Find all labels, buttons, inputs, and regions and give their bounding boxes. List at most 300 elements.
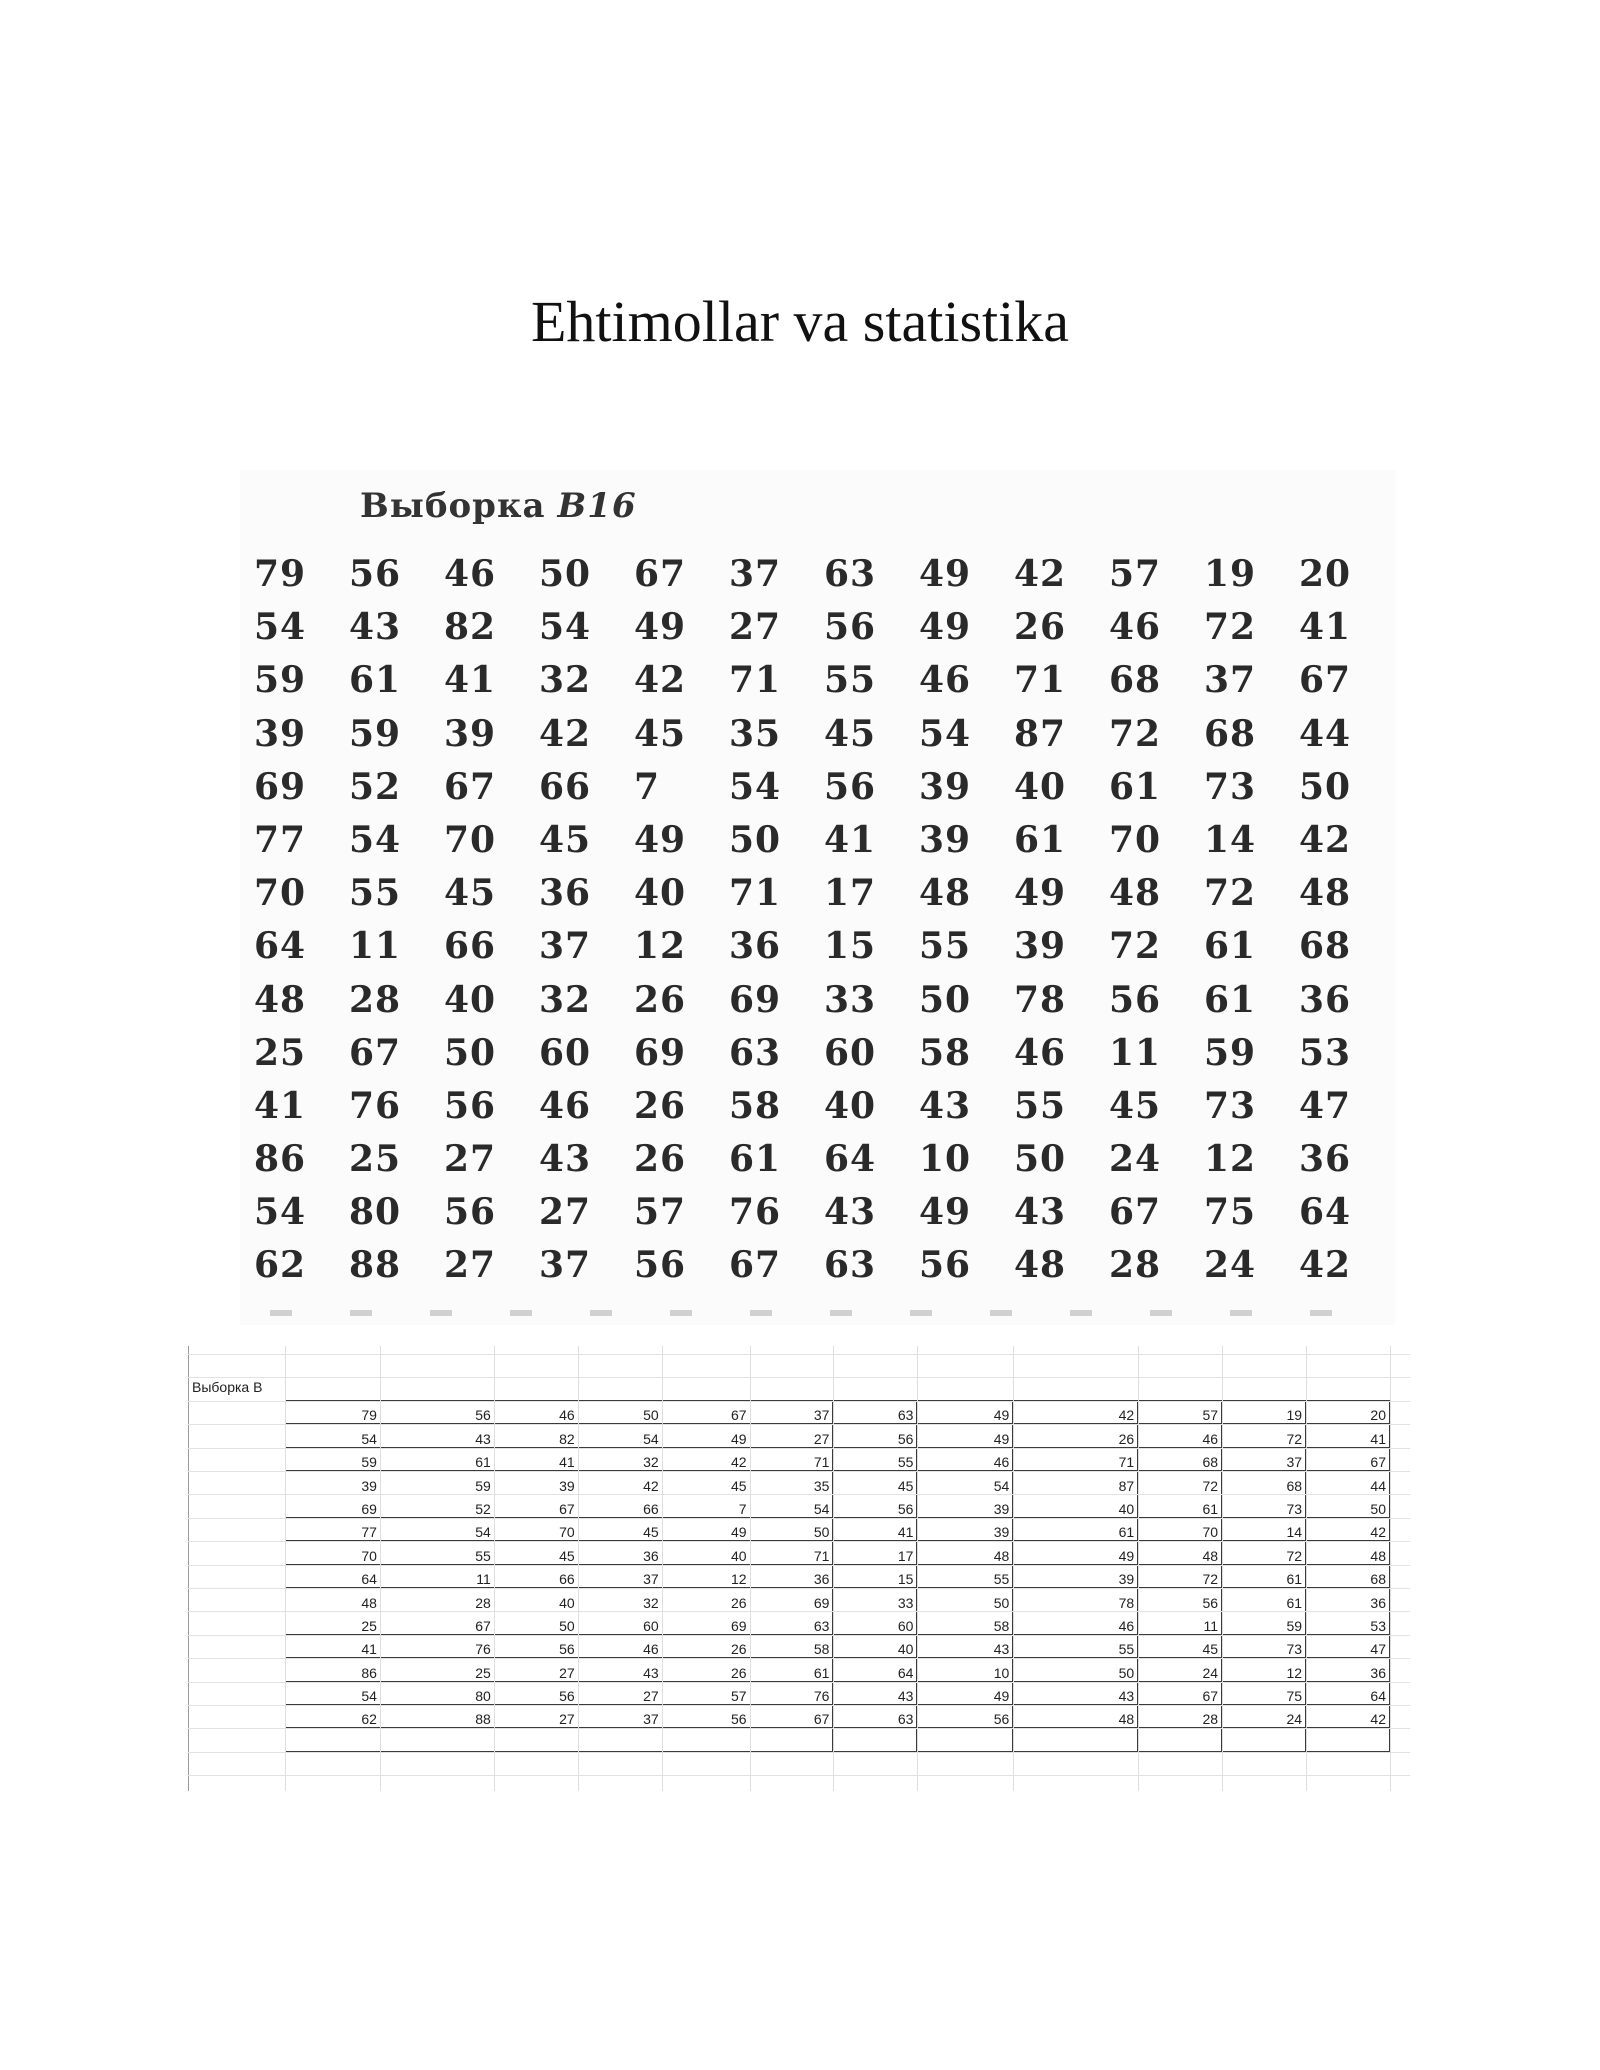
sheet-cell[interactable]: 43 (578, 1658, 662, 1681)
scan-cell: 56 (1109, 978, 1162, 1021)
scan-cell: 62 (254, 1244, 307, 1287)
sheet-cell[interactable]: 55 (1013, 1634, 1138, 1657)
sheet-cell[interactable]: 70 (286, 1541, 381, 1564)
sheet-cell[interactable]: 56 (917, 1705, 1013, 1728)
sheet-cell-empty[interactable] (1138, 1728, 1222, 1751)
scan-cell: 72 (1109, 925, 1162, 968)
sheet-cell[interactable]: 54 (917, 1471, 1013, 1494)
scan-cell: 20 (1299, 553, 1352, 595)
sheet-cell[interactable]: 71 (750, 1541, 833, 1564)
sheet-cell[interactable]: 71 (1013, 1447, 1138, 1470)
sheet-cell[interactable]: 46 (494, 1401, 578, 1424)
sheet-cell[interactable]: 37 (578, 1564, 662, 1587)
sheet-cell[interactable]: 61 (1222, 1564, 1306, 1587)
scan-cell: 41 (254, 1084, 307, 1127)
sheet-cell[interactable]: 41 (494, 1447, 578, 1470)
sheet-cell[interactable]: 40 (662, 1541, 750, 1564)
sheet-cell[interactable]: 56 (833, 1424, 917, 1447)
sheet-cell[interactable]: 27 (494, 1705, 578, 1728)
sheet-cell[interactable]: 53 (1306, 1611, 1390, 1634)
scan-cell: 35 (729, 712, 782, 755)
sheet-cell[interactable]: 42 (1306, 1517, 1390, 1540)
sheet-cell[interactable]: 46 (1013, 1611, 1138, 1634)
scan-cell: 58 (729, 1084, 782, 1127)
scan-cell: 67 (634, 553, 687, 595)
scan-cell: 40 (634, 872, 687, 915)
sheet-cell[interactable]: 46 (1138, 1424, 1222, 1447)
sheet-cell[interactable]: 28 (380, 1588, 494, 1611)
sheet-cell[interactable]: 61 (750, 1658, 833, 1681)
scan-cell: 42 (539, 712, 592, 755)
sheet-cell[interactable]: 50 (1013, 1658, 1138, 1681)
table-row (286, 1401, 1390, 1424)
scan-cell: 57 (1109, 553, 1162, 595)
sheet-cell[interactable]: 10 (917, 1658, 1013, 1681)
scan-cell: 45 (824, 712, 877, 755)
sheet-cell[interactable]: 72 (1138, 1564, 1222, 1587)
sheet-cell[interactable]: 25 (380, 1658, 494, 1681)
sheet-cell[interactable]: 72 (1138, 1471, 1222, 1494)
scan-cell: 60 (539, 1031, 592, 1074)
sheet-cell[interactable]: 71 (750, 1447, 833, 1470)
sheet-cell[interactable]: 73 (1222, 1494, 1306, 1517)
sheet-data-table (285, 1400, 1390, 1752)
sheet-cell[interactable]: 25 (286, 1611, 381, 1634)
sheet-gridline (188, 1518, 1410, 1519)
table-row (286, 1588, 1390, 1611)
sheet-cell[interactable]: 37 (1222, 1447, 1306, 1470)
sheet-cell[interactable]: 26 (1013, 1424, 1138, 1447)
sheet-cell[interactable]: 45 (662, 1471, 750, 1494)
sheet-gridline (285, 1346, 286, 1791)
sheet-cell[interactable]: 43 (1013, 1681, 1138, 1704)
scan-cell: 26 (634, 1138, 687, 1181)
sheet-cell[interactable]: 12 (662, 1564, 750, 1587)
scan-cell: 48 (1014, 1244, 1067, 1287)
scan-cell: 36 (539, 872, 592, 915)
sheet-cell[interactable]: 39 (917, 1494, 1013, 1517)
sheet-cell[interactable]: 66 (578, 1494, 662, 1517)
sheet-cell[interactable]: 45 (578, 1517, 662, 1540)
scan-cell: 57 (634, 1191, 687, 1234)
page-title: Ehtimollar va statistika (530, 289, 1069, 354)
sheet-cell[interactable]: 60 (833, 1611, 917, 1634)
sheet-cell[interactable]: 43 (833, 1681, 917, 1704)
scan-cell: 27 (444, 1138, 497, 1181)
sheet-cell[interactable]: 68 (1306, 1564, 1390, 1587)
sheet-cell[interactable]: 49 (662, 1424, 750, 1447)
sheet-gridline (188, 1635, 1410, 1636)
sheet-cell[interactable]: 49 (917, 1401, 1013, 1424)
sheet-cell[interactable]: 32 (578, 1447, 662, 1470)
sheet-cell[interactable]: 37 (578, 1705, 662, 1728)
scan-cell: 37 (539, 925, 592, 968)
sheet-cell[interactable]: 76 (380, 1634, 494, 1657)
scan-cell: 25 (254, 1031, 307, 1074)
sheet-cell[interactable]: 56 (494, 1681, 578, 1704)
sheet-cell[interactable]: 32 (578, 1588, 662, 1611)
sheet-cell[interactable]: 28 (1138, 1705, 1222, 1728)
sheet-gridline (188, 1471, 1410, 1472)
sheet-cell[interactable]: 7 (662, 1494, 750, 1517)
sheet-cell-empty[interactable] (1222, 1728, 1306, 1751)
sheet-cell[interactable]: 20 (1306, 1401, 1390, 1424)
sheet-cell-empty[interactable] (578, 1728, 662, 1751)
scan-cell: 64 (254, 925, 307, 968)
scan-cell: 58 (919, 1031, 972, 1074)
sheet-gridline (188, 1705, 1410, 1706)
sheet-cell[interactable]: 43 (380, 1424, 494, 1447)
scan-heading (360, 486, 637, 526)
scan-cell: 67 (349, 1031, 402, 1074)
sheet-cell-empty[interactable] (1306, 1728, 1390, 1751)
sheet-cell[interactable]: 55 (917, 1564, 1013, 1587)
sheet-cell[interactable]: 73 (1222, 1634, 1306, 1657)
scan-cell: 33 (824, 978, 877, 1021)
scan-cell: 39 (919, 765, 972, 808)
sheet-cell[interactable]: 63 (833, 1401, 917, 1424)
scan-cell: 49 (919, 1191, 972, 1234)
sheet-cell[interactable]: 67 (1306, 1447, 1390, 1470)
scan-cell: 47 (1299, 1084, 1352, 1127)
sheet-cell[interactable]: 39 (917, 1517, 1013, 1540)
scan-cell: 24 (1109, 1138, 1162, 1181)
sheet-cell[interactable]: 54 (286, 1681, 381, 1704)
sheet-gridline (188, 1658, 1410, 1659)
sheet-cell[interactable]: 50 (494, 1611, 578, 1634)
sheet-cell-empty[interactable] (380, 1728, 494, 1751)
sheet-cell[interactable]: 58 (750, 1634, 833, 1657)
scan-cell: 66 (539, 765, 592, 808)
sheet-cell[interactable]: 61 (380, 1447, 494, 1470)
scan-cell: 48 (1299, 872, 1352, 915)
sheet-cell[interactable]: 59 (1222, 1611, 1306, 1634)
sheet-cell[interactable]: 62 (286, 1705, 381, 1728)
sheet-cell[interactable]: 15 (833, 1564, 917, 1587)
sheet-cell[interactable]: 48 (1138, 1541, 1222, 1564)
sheet-cell[interactable]: 63 (750, 1611, 833, 1634)
sheet-cell[interactable]: 55 (833, 1447, 917, 1470)
sheet-cell[interactable]: 61 (1138, 1494, 1222, 1517)
scan-cell: 71 (1014, 659, 1067, 702)
sheet-cell[interactable]: 33 (833, 1588, 917, 1611)
table-row (286, 1471, 1390, 1494)
sheet-cell[interactable]: 87 (1013, 1471, 1138, 1494)
sheet-cell[interactable]: 56 (662, 1705, 750, 1728)
sheet-cell[interactable]: 70 (1138, 1517, 1222, 1540)
scan-cell: 56 (349, 553, 402, 595)
sheet-cell[interactable]: 75 (1222, 1681, 1306, 1704)
sheet-cell[interactable]: 48 (1306, 1541, 1390, 1564)
sheet-cell[interactable]: 26 (662, 1588, 750, 1611)
sheet-cell[interactable]: 70 (494, 1517, 578, 1540)
sheet-cell-empty[interactable] (1013, 1728, 1138, 1751)
scan-cell: 68 (1204, 712, 1257, 755)
sheet-cell[interactable]: 66 (494, 1564, 578, 1587)
sheet-cell[interactable]: 64 (1306, 1681, 1390, 1704)
sheet-cell[interactable]: 60 (578, 1611, 662, 1634)
sheet-cell[interactable]: 36 (578, 1541, 662, 1564)
sheet-cell[interactable]: 49 (662, 1517, 750, 1540)
sheet-cell-empty[interactable] (917, 1728, 1013, 1751)
sheet-cell[interactable]: 35 (750, 1471, 833, 1494)
scan-heading-code: B16 (557, 486, 637, 526)
scan-cell: 36 (729, 925, 782, 968)
sheet-cell[interactable]: 40 (494, 1588, 578, 1611)
sheet-cell[interactable]: 79 (286, 1401, 381, 1424)
scan-cell: 19 (1204, 553, 1257, 595)
sheet-cell[interactable]: 50 (1306, 1494, 1390, 1517)
sheet-cell[interactable]: 41 (1306, 1424, 1390, 1447)
scan-cell: 32 (539, 978, 592, 1021)
sheet-left-border (188, 1346, 189, 1791)
sheet-cell[interactable]: 59 (286, 1447, 381, 1470)
sheet-cell[interactable]: 46 (917, 1447, 1013, 1470)
sheet-cell[interactable]: 78 (1013, 1588, 1138, 1611)
table-row (286, 1658, 1390, 1681)
scan-cell: 70 (444, 818, 497, 861)
scan-cell: 37 (539, 1244, 592, 1287)
sheet-cell[interactable]: 41 (286, 1634, 381, 1657)
scan-cell: 43 (349, 606, 402, 649)
sheet-cell[interactable]: 44 (1306, 1471, 1390, 1494)
sheet-cell[interactable]: 64 (833, 1658, 917, 1681)
scan-cell: 49 (1014, 872, 1067, 915)
sheet-cell[interactable]: 17 (833, 1541, 917, 1564)
scan-cell: 14 (1204, 818, 1257, 861)
sheet-cell[interactable]: 48 (286, 1588, 381, 1611)
scan-cell: 41 (824, 818, 877, 861)
scan-cell: 49 (634, 606, 687, 649)
sheet-gridline (917, 1346, 918, 1791)
scan-cell: 41 (1299, 606, 1352, 649)
sheet-cell-empty[interactable] (662, 1728, 750, 1751)
sheet-cell-empty[interactable] (833, 1728, 917, 1751)
scan-cell: 10 (919, 1138, 972, 1181)
scan-cell: 61 (1204, 978, 1257, 1021)
sheet-cell[interactable]: 56 (1138, 1588, 1222, 1611)
sheet-cell[interactable]: 54 (380, 1517, 494, 1540)
sheet-cell[interactable]: 61 (1222, 1588, 1306, 1611)
scan-cell: 61 (1204, 925, 1257, 968)
sheet-cell[interactable]: 50 (750, 1517, 833, 1540)
scan-cell: 60 (824, 1031, 877, 1074)
sheet-cell[interactable]: 68 (1222, 1471, 1306, 1494)
scan-cutoff-row (270, 1310, 1350, 1316)
sheet-cell[interactable]: 77 (286, 1517, 381, 1540)
sheet-cell[interactable]: 46 (578, 1634, 662, 1657)
scan-cell: 41 (444, 659, 497, 702)
sheet-cell[interactable]: 57 (1138, 1401, 1222, 1424)
scan-cell: 17 (824, 872, 877, 915)
sheet-cell[interactable]: 63 (833, 1705, 917, 1728)
sheet-cell-empty[interactable] (286, 1728, 381, 1751)
sheet-cell[interactable]: 45 (833, 1471, 917, 1494)
sheet-cell[interactable]: 49 (917, 1681, 1013, 1704)
sheet-cell[interactable]: 52 (380, 1494, 494, 1517)
scan-cell: 44 (1299, 712, 1352, 755)
sheet-cell[interactable]: 42 (578, 1471, 662, 1494)
sheet-cell[interactable]: 36 (1306, 1658, 1390, 1681)
sheet-sample-label: Выборка B (192, 1379, 263, 1395)
sheet-cell[interactable]: 48 (1013, 1705, 1138, 1728)
scan-cell: 55 (1014, 1084, 1067, 1127)
sheet-cell[interactable]: 88 (380, 1705, 494, 1728)
sheet-cell[interactable]: 50 (578, 1401, 662, 1424)
sheet-cell[interactable]: 67 (662, 1401, 750, 1424)
scan-cell: 88 (349, 1244, 402, 1287)
scan-cell: 43 (919, 1084, 972, 1127)
sheet-cell[interactable]: 11 (380, 1564, 494, 1587)
sheet-cell[interactable]: 27 (494, 1658, 578, 1681)
sheet-cell[interactable]: 56 (380, 1401, 494, 1424)
scan-cell: 67 (729, 1244, 782, 1287)
sheet-cell[interactable]: 27 (578, 1681, 662, 1704)
sheet-cell[interactable]: 40 (1013, 1494, 1138, 1517)
sheet-cell[interactable]: 54 (286, 1424, 381, 1447)
scan-cell: 66 (444, 925, 497, 968)
sheet-cell[interactable]: 64 (286, 1564, 381, 1587)
scan-cell: 45 (444, 872, 497, 915)
sheet-cell[interactable]: 54 (578, 1424, 662, 1447)
sheet-cell[interactable]: 67 (1138, 1681, 1222, 1704)
sheet-cell[interactable]: 69 (750, 1588, 833, 1611)
sheet-cell[interactable]: 54 (750, 1494, 833, 1517)
sheet-cell[interactable]: 36 (1306, 1588, 1390, 1611)
scan-cell: 76 (349, 1084, 402, 1127)
sheet-cell[interactable]: 41 (833, 1517, 917, 1540)
scan-cell: 36 (1299, 1138, 1352, 1181)
sheet-cell[interactable]: 57 (662, 1681, 750, 1704)
scan-cell: 50 (729, 818, 782, 861)
sheet-cell[interactable]: 49 (1013, 1541, 1138, 1564)
scan-cell: 27 (729, 606, 782, 649)
sheet-gridline (188, 1541, 1410, 1542)
scan-cell: 50 (1014, 1138, 1067, 1181)
sheet-cell[interactable]: 56 (494, 1634, 578, 1657)
sheet-cell[interactable]: 24 (1138, 1658, 1222, 1681)
sheet-cell[interactable]: 36 (750, 1564, 833, 1587)
sheet-cell[interactable]: 43 (917, 1634, 1013, 1657)
sheet-cell[interactable]: 39 (1013, 1564, 1138, 1587)
scan-cell: 48 (1109, 872, 1162, 915)
sheet-cell-empty[interactable] (750, 1728, 833, 1751)
sheet-cell[interactable]: 27 (750, 1424, 833, 1447)
scan-cell: 55 (824, 659, 877, 702)
scan-cell: 78 (1014, 978, 1067, 1021)
scan-cell: 36 (1299, 978, 1352, 1021)
scan-cell: 7 (634, 765, 661, 808)
scan-cell: 40 (444, 978, 497, 1021)
scan-cell: 56 (444, 1191, 497, 1234)
sheet-cell[interactable]: 42 (662, 1447, 750, 1470)
scan-heading-word: Выборка (360, 486, 546, 526)
scanned-sample-image (240, 470, 1395, 1325)
sheet-cell[interactable]: 42 (1013, 1401, 1138, 1424)
sheet-cell[interactable]: 45 (1138, 1634, 1222, 1657)
sheet-cell[interactable]: 14 (1222, 1517, 1306, 1540)
table-row (286, 1541, 1390, 1564)
scan-cell: 76 (729, 1191, 782, 1234)
scan-cell: 55 (349, 872, 402, 915)
sheet-cell[interactable]: 59 (380, 1471, 494, 1494)
scan-cell: 43 (824, 1191, 877, 1234)
scan-cell: 28 (1109, 1244, 1162, 1287)
sheet-cell[interactable]: 55 (380, 1541, 494, 1564)
scan-cell: 43 (1014, 1191, 1067, 1234)
scan-cell: 67 (444, 765, 497, 808)
sheet-cell[interactable]: 86 (286, 1658, 381, 1681)
sheet-gridline (188, 1565, 1410, 1566)
scan-cell: 45 (634, 712, 687, 755)
sheet-cell[interactable]: 45 (494, 1541, 578, 1564)
sheet-cell[interactable]: 68 (1138, 1447, 1222, 1470)
scan-cell: 50 (444, 1031, 497, 1074)
sheet-cell[interactable]: 80 (380, 1681, 494, 1704)
sheet-cell[interactable]: 67 (380, 1611, 494, 1634)
sheet-gridline (1138, 1346, 1139, 1791)
sheet-cell[interactable]: 48 (917, 1541, 1013, 1564)
scan-cell: 70 (1109, 818, 1162, 861)
sheet-gridline (578, 1346, 579, 1791)
sheet-cell[interactable]: 42 (1306, 1705, 1390, 1728)
sheet-cell[interactable]: 12 (1222, 1658, 1306, 1681)
sheet-gridline (188, 1377, 1410, 1378)
table-row (286, 1681, 1390, 1704)
scan-cell: 40 (824, 1084, 877, 1127)
table-row (286, 1705, 1390, 1728)
sheet-cell[interactable]: 39 (494, 1471, 578, 1494)
sheet-cell[interactable]: 47 (1306, 1634, 1390, 1657)
scan-cell: 39 (254, 712, 307, 755)
scan-cell: 11 (349, 925, 402, 968)
sheet-cell[interactable]: 61 (1013, 1517, 1138, 1540)
scan-cell: 24 (1204, 1244, 1257, 1287)
sheet-cell[interactable]: 26 (662, 1658, 750, 1681)
scan-cell: 27 (444, 1244, 497, 1287)
sheet-cell[interactable]: 49 (917, 1424, 1013, 1447)
sheet-cell-empty[interactable] (494, 1728, 578, 1751)
scan-cell: 39 (919, 818, 972, 861)
scan-cell: 56 (444, 1084, 497, 1127)
sheet-cell[interactable]: 82 (494, 1424, 578, 1447)
sheet-cell[interactable]: 40 (833, 1634, 917, 1657)
sheet-cell[interactable]: 19 (1222, 1401, 1306, 1424)
scan-cell: 71 (729, 659, 782, 702)
sheet-cell[interactable]: 39 (286, 1471, 381, 1494)
sheet-cell[interactable]: 56 (833, 1494, 917, 1517)
sheet-cell[interactable]: 67 (750, 1705, 833, 1728)
sheet-cell[interactable]: 26 (662, 1634, 750, 1657)
sheet-cell[interactable]: 76 (750, 1681, 833, 1704)
sheet-cell[interactable]: 67 (494, 1494, 578, 1517)
scan-cell: 53 (1299, 1031, 1352, 1074)
scan-cell: 42 (1299, 1244, 1352, 1287)
sheet-cell[interactable]: 69 (286, 1494, 381, 1517)
sheet-cell[interactable]: 24 (1222, 1705, 1306, 1728)
sheet-cell[interactable]: 58 (917, 1611, 1013, 1634)
sheet-cell[interactable]: 37 (750, 1401, 833, 1424)
sheet-cell[interactable]: 72 (1222, 1541, 1306, 1564)
scan-cell: 69 (634, 1031, 687, 1074)
scan-cell: 67 (1109, 1191, 1162, 1234)
sheet-cell[interactable]: 69 (662, 1611, 750, 1634)
sheet-cell[interactable]: 72 (1222, 1424, 1306, 1447)
scan-cell: 80 (349, 1191, 402, 1234)
sheet-cell[interactable]: 11 (1138, 1611, 1222, 1634)
sheet-cell[interactable]: 50 (917, 1588, 1013, 1611)
table-row (286, 1564, 1390, 1587)
